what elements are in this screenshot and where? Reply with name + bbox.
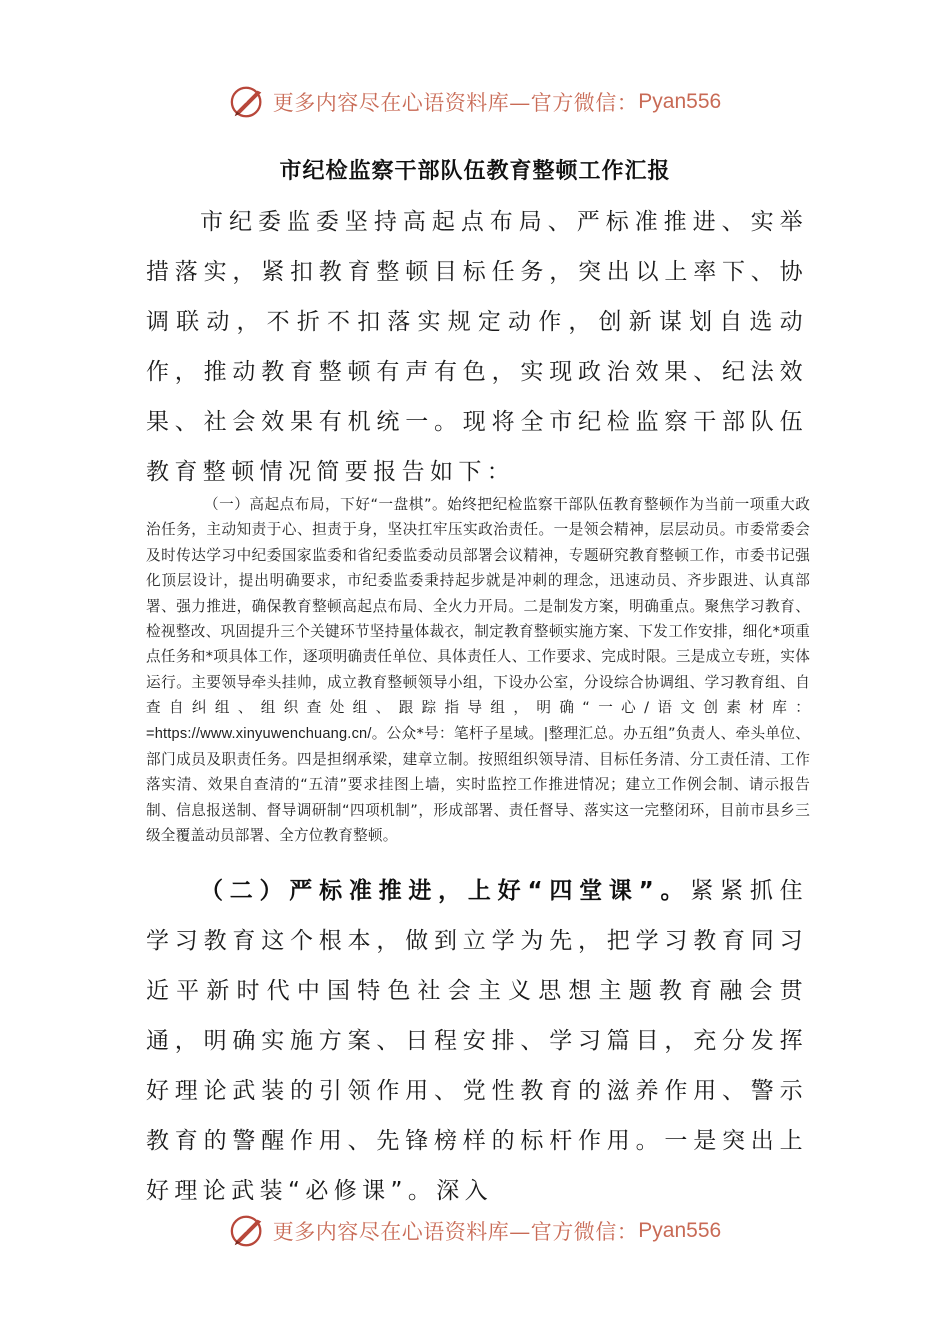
intro-paragraph: 市纪委监委坚持高起点布局、严标准推进、实举措落实，紧扣教育整顿目标任务，突出以上率下、协调联动，不折不扣落实规定动作，创新谋划自选动作，推动教育整顿有声有色，实现政治效果、纪法效果、社会效果有机统一。现将全市纪检监察干部队伍教育整顿情况简要报告如下：	[146, 209, 808, 485]
banner-wechat-id: Pyan556	[638, 90, 722, 113]
section-1-url: =https://www.xinyuwenchuang.cn/。	[146, 725, 387, 742]
banner-text: 更多内容尽在心语资料库—官方微信：	[272, 1220, 639, 1244]
section-1-text-b: 公众*号：笔杆子星域。|整理汇总。办五组”负责人、牵头单位、部门成员及职责任务。四是担纲承梁，建章立制。按照组织领导清、目标任务清、分工责任清、工作落实清、效果自查清的“五清”要求挂图上墙，实时监控工作推进情况；建立工作例会制、请示报告制、信息报送制、督导调研制“四项机制”，形成部署、责任督导、落实这一完整闭环，目前市县乡三级全覆盖动员部署、全方位教育整顿。	[146, 724, 810, 845]
section-2-paragraph	[146, 866, 808, 1216]
pen-logo-icon	[229, 83, 267, 121]
section-1-text-a: （一）高起点布局，下好“一盘棋”。始终把纪检监察干部队伍教育整顿作为当前一项重大政治任务，主动知责于心、担责于身，坚决扛牢压实政治责任。一是领会精神，层层动员。市委常委会及时传达学习中纪委国家监委和省纪委监委动员部署会议精神，专题研究教育整顿工作，市委书记强化顶层设计，提出明确要求，市纪委监委秉持起步就是冲刺的理念，迅速动员、齐步跟进、认真部署、强力推进，确保教育整顿高起点布局、全火力开局。二是制发方案，明确重点。聚焦学习教育、检视整改、巩固提升三个关键环节坚持量体裁衣，制定教育整顿实施方案、下发工作安排，细化*项重点任务和*项具体工作，逐项明确责任单位、具体责任人、工作要求、完成时限。三是成立专班，实体运行。主要领导牵头挂帅，成立教育整顿领导小组，下设办公室，分设综合协调组、学习教育组、自查自纠组、组织查处组、跟踪指导组，明确“一心/语文创素材库：	[146, 496, 810, 717]
bottom-watermark-banner	[0, 1209, 950, 1253]
banner-text: 更多内容尽在心语资料库—官方微信：	[272, 91, 639, 115]
banner-wechat-id: Pyan556	[638, 1219, 722, 1242]
top-watermark-banner	[0, 80, 950, 124]
section-2-body: 紧紧抓住学习教育这个根本，做到立学为先，把学习教育同习近平新时代中国特色社会主义思想主题教育融会贯通，明确实施方案、日程安排、学习篇目，充分发挥好理论武装的引领作用、党性教育的滋养作用、警示教育的警醒作用、先锋榜样的标杆作用。一是突出上好理论武装“必修课”。深入	[146, 878, 808, 1204]
section-2-heading: （二）严标准推进，上好“四堂课”。	[200, 878, 691, 904]
document-title: 市纪检监察干部队伍教育整顿工作汇报	[279, 159, 671, 184]
section-1-paragraph	[146, 492, 810, 849]
pen-logo-icon	[229, 1212, 267, 1250]
